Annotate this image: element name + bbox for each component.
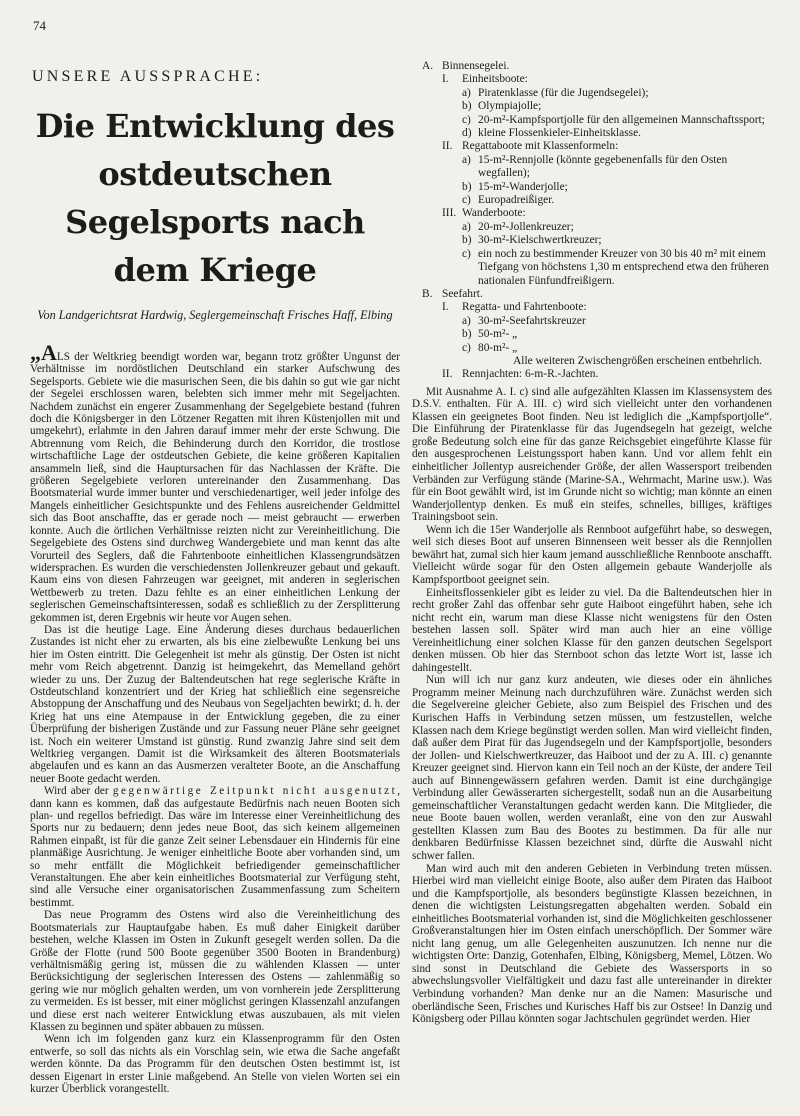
outline-marker: a) bbox=[462, 220, 471, 233]
body-paragraph bbox=[30, 340, 400, 624]
outline-item bbox=[462, 154, 772, 181]
drop-cap: „A bbox=[30, 340, 57, 365]
left-column bbox=[30, 60, 400, 1095]
paragraph-text: LS der Weltkrieg beendigt worden war, begann trotz größter Ungunst der Verhältnisse im nordöstlichen Deutschland ein starker Aufschwung des Segelsports. Gebiete wie die masurischen Seen, die bis dahin so gut wie gar nicht der Segelei erschlossen waren, belebten sich immer mehr mit Segeljachten. Nachdem zunächst ein engerer Zusammenhang der Segelgebiete bestand (fuhren doch die Königsberger in den Lötzener Regatten mit ihren Küstenjollen mit und umgekehrt), erlahmte in den Jahren darauf immer mehr der erste Schwung. Die Abtrennung vom Reich, die Behinderung durch den Korridor, die trostlose wirtschaftliche Lage der ostdeutschen Gebiete, die keine größeren Kapitalien ansammeln ließ, sind die Hauptursachen für das Nachlassen der Kräfte. Die größeren Segelgebiete verloren untereinander den Zusammenhang. Das Bootsmaterial wurde immer bunter und verschiedenartiger, weil jeder infolge des Mangels einheitlicher Gesichtspunkte und des Fehlens ausreichender Geldmittel sich das Boot anschaffte, das er gerade noch — meist gebraucht — erwerben konnte. Auch die örtlichen Verhältnisse reizten nicht zur Vereinheitlichung. Die Segelgebiete des Ostens sind durchweg Wandergebiete und man kennt das alte Vorurteil des Seglers, daß die Fahrtenboote einheitlichen Klassengrundsätzen widersprachen. Es wurden die verschiedensten Jollenkreuzer gebaut und gekauft. Kaum eins von diesen Fahrzeugen war geeignet, mit anderen in seglerischen Wettbewerb zu treten. Dazu fehlte es an einer einheitlichen Lenkung der seglerischen Gemeinschaftsinteressen, sodaß es schließlich zu der Zersplitterung gekommen ist, deren Ergebnis wir heute vor Augen sehen. bbox=[30, 351, 400, 624]
outline-item bbox=[442, 73, 772, 86]
outline-item bbox=[442, 140, 772, 153]
outline-text: 50-m²- „ bbox=[478, 328, 518, 341]
right-body-text bbox=[412, 386, 772, 1026]
body-paragraph bbox=[30, 785, 400, 909]
paragraph-text: , dann kann es kommen, daß das aufgestaute Bedürfnis nach neuen Booten sich plan- und regellos befriedigt. Das wäre im Interesse einer Vereinheitlichung des Sports nur zu bedauern; denn jedes neue Boot, das sich keinem allgemeinen Rahmen einpaßt, ist für die ganze Zeit seiner Lebensdauer ein Hindernis für eine planmäßige Ausrichtung. Je weniger einheitliche Boote aber vorhanden sind, um so mehr entfällt die Möglichkeit befriedigender gemeinschaftlicher Veranstaltungen. Ehe aber kein einheitliches Bootsmaterial zur Verfügung steht, sind alle Versuche einer organisatorischen Zusammenfassung zum Scheitern bestimmt. bbox=[30, 785, 400, 909]
outline-text: 15-m²-Rennjolle (könnte gegebenenfalls für den Osten wegfallen); bbox=[478, 153, 728, 180]
outline-item bbox=[462, 194, 772, 207]
page-number: 74 bbox=[33, 18, 46, 33]
body-paragraph bbox=[30, 909, 400, 1033]
outline-text: ein noch zu bestimmender Kreuzer von 30 bis 40 m² mit einem Tiefgang von höchstens 1,30 m entsprechend etwa den früheren nationalen Fünfundfreißigern. bbox=[478, 247, 769, 287]
outline-marker: a) bbox=[462, 153, 471, 166]
outline-text: 20-m²-Kampfsportjolle für den allgemeinen Mannschaftssport; bbox=[478, 113, 765, 126]
outline-text: Seefahrt. bbox=[442, 287, 483, 300]
body-paragraph bbox=[30, 1033, 400, 1095]
outline-marker: B. bbox=[422, 287, 433, 300]
body-paragraph: Wenn ich die 15er Wanderjolle als Rennboot aufgeführt habe, so deswegen, weil sich dieses Boot auf unseren Binnenseen weit besser als die Rennjollen bewährt hat, zumal sich hier kaum jemand ausschließliche Rennboote anschafft. Vielleicht würde sogar für den Osten allgemein gebaute Wanderjolle als Kampfsportboot geeignet sein. bbox=[412, 523, 772, 586]
outline-item bbox=[462, 114, 772, 127]
outline-text: Europadreißiger. bbox=[478, 194, 555, 207]
outline-item bbox=[462, 328, 772, 341]
outline-text: Regatta- und Fahrtenboote: bbox=[462, 301, 587, 314]
outline-item bbox=[422, 288, 772, 301]
emphasized-phrase: gegenwärtige Zeitpunkt nicht ausgenutzt bbox=[112, 785, 398, 798]
right-column bbox=[412, 60, 772, 1026]
outline-text: Wanderboote: bbox=[462, 207, 526, 220]
outline-note: Alle weiteren Zwischengrößen erscheinen entbehrlich. bbox=[513, 354, 762, 367]
outline-text: Einheitsboote: bbox=[462, 73, 528, 86]
outline-item bbox=[422, 60, 772, 73]
outline-marker: b) bbox=[462, 234, 472, 247]
outline-marker: a) bbox=[462, 86, 471, 99]
outline-marker: c) bbox=[462, 113, 471, 126]
outline-marker: b) bbox=[462, 180, 472, 193]
paragraph-text: Wenn ich im folgenden ganz kurz ein Klassenprogramm für den Osten entwerfe, so soll das nichts als ein Vorschlag sein, wie etwa die Sache angefaßt werden könnte. Da das Programm für den deutschen Osten bestimmt ist, ist dessen Eigenart in erster Linie maßgebend. An Stelle von vielen Worten sei ein kurzer Überblick vorangestellt. bbox=[30, 1033, 400, 1095]
outline-marker: I. bbox=[442, 73, 449, 86]
outline-text: 80-m²- „ bbox=[478, 341, 518, 354]
outline-text: Olympiajolle; bbox=[478, 100, 542, 113]
outline-item bbox=[462, 248, 772, 288]
outline-item bbox=[462, 100, 772, 113]
outline-text: 30-m²-Kielschwertkreuzer; bbox=[478, 234, 602, 247]
body-paragraph: Mit Ausnahme A. I. c) sind alle aufgezählten Klassen im Klassensystem des D.S.V. enthalten. Für A. III. c) wird sich vielleicht unter den vorhandenen Klassen ein geeignetes Boot finden. Neu ist lediglich die „Kampfsportjolle“. Die Einführung der Piratenklasse für das Jugendsegeln hat gezeigt, welche große Bedeutung solch eine für das ganze Reichsgebiet eingeführte Klasse für den ausgesprochenen Leistungssport haben kann. Und vor allem fehlt ein einheitlicher Jollentyp ausreichender Größe, der allen Wassersport treibenden Verbänden zur Verfügung stände (Marine-SA., Wehrmacht, Marine usw.). Was für ein Boot gewählt wird, ist im Grunde nicht so wichtig; man könnte an einen Wanderjollentyp denken. Es muß ein steifes, schnelles, billiges, kräftiges Trainingsboot sein. bbox=[412, 385, 772, 524]
outline-text: 30-m²-Seefahrtskreuzer bbox=[478, 314, 586, 327]
outline-text: Regattaboote mit Klassenformeln: bbox=[462, 140, 619, 153]
author-byline: Von Landgerichtsrat Hardwig, Seglergemeinschaft Frisches Haff, Elbing bbox=[37, 308, 393, 322]
outline-marker: d) bbox=[462, 127, 472, 140]
outline-marker: a) bbox=[462, 314, 471, 327]
outline-text: 20-m²-Jollenkreuzer; bbox=[478, 220, 574, 233]
outline-item bbox=[462, 315, 772, 328]
outline-marker: I. bbox=[442, 301, 449, 314]
outline-item bbox=[442, 368, 772, 381]
outline-item bbox=[462, 127, 772, 140]
class-outline bbox=[412, 60, 772, 355]
outline-marker: b) bbox=[462, 100, 472, 113]
outline-text: Rennjachten: 6-m-R.-Jachten. bbox=[462, 368, 599, 381]
outline-marker: b) bbox=[462, 328, 472, 341]
outline-marker: A. bbox=[422, 60, 434, 72]
body-paragraph: Nun will ich nur ganz kurz andeuten, wie dieses oder ein ähnliches Programm meiner Meinung nach durchzuführen wäre. Zunächst werden sich die Segelvereine gleicher Gebiete, also zum Beispiel des Frischen und des Kurischen Haffs in Verbindung setzen müssen, um festzustellen, welche Klassen nach dem Kriege begünstigt werden sollen. Man wird vielleicht finden, daß außer dem Pirat für das Jugendsegeln und der Kampfsportjolle, besonders der Jollen- und Kielschwertkreuzer, das Haiboot und der zu A. III. c) genannte Kreuzer geeignet sind. Hiervon kann ein Teil noch an der Küste, der andere Teil auch auf Binnengewässern gefahren werden. Damit ist eine durchgängige Verbindung aller Gewässerarten sichergestellt, sodaß nun an die Ausarbeitung gemeinschaftlicher Veranstaltungen gedacht werden kann. Die Mitglieder, die neue Boote bauen wollen, werden veranlaßt, eine von den zur Auswahl gestellten Klassen zum Bau des Bootes zu bestimmen. Da für alle nur denkbaren Bedürfnisse Klassen bezeichnet sind, dürfte die Auswahl nicht schwer fallen. bbox=[412, 674, 772, 862]
paragraph-lead: Wird aber der bbox=[44, 785, 113, 798]
outline-item bbox=[462, 181, 772, 194]
paragraph-text: Das neue Programm des Ostens wird also die Vereinheitlichung des Bootsmaterials zur Hauptaufgabe haben. Es muß daher Einigkeit darüber bestehen, welche Klassen im Osten in Zukunft gesegelt werden sollen. Da die Größe der Flotte (rund 500 Boote gegenüber 3500 Booten in Brandenburg) verhältnismäßig gering ist, müssen die zu wählenden Klassen — unter Berücksichtigung der seglerischen Interessen des Ostens — zahlenmäßig so gering wie nur möglich gehalten werden, um von vornherein jede Zersplitterung zu vermeiden. Es ist besser, mit einer möglichst geringen Klassenzahl anzufangen und diese erst nach weiterer Entwicklung etwas auszubauen, als mit vielen Klassen zu beginnen und später abbauen zu müssen. bbox=[30, 909, 400, 1033]
outline-item bbox=[462, 234, 772, 247]
outline-marker: c) bbox=[462, 194, 471, 207]
left-body-text bbox=[30, 340, 400, 1095]
outline-marker: II. bbox=[442, 140, 453, 153]
outline-marker: II. bbox=[442, 368, 453, 381]
outline-text: 15-m²-Wanderjolle; bbox=[478, 180, 568, 193]
body-paragraph: Einheitsflossenkieler gibt es leider zu viel. Da die Baltendeutschen hier in recht großer Zahl das offenbar sehr gute Haiboot eingeführt haben, sehe ich nicht recht ein, warum man diese Klasse nicht wenigstens für den Osten bestehen lassen soll. Später wird man auch hier an eine völlige Vereinheitlichung einer solchen Klasse für den ganzen deutschen Segelsport denken müssen. Ob hier das Sternboot schon das letzte Wort ist, lasse ich dahingestellt. bbox=[412, 586, 772, 674]
outline-marker: III. bbox=[442, 207, 457, 220]
outline-marker: c) bbox=[462, 247, 471, 260]
section-kicker: UNSERE AUSSPRACHE: bbox=[32, 68, 264, 85]
body-paragraph: Man wird auch mit den anderen Gebieten in Verbindung treten müssen. Hierbei wird man vielleicht einige Boote, also außer dem Piraten das Haiboot und die Kampfsportjolle, als besonders begünstigte Klassen bezeichnen, in denen die wichtigsten Leistungsregatten abgehalten werden. Sobald ein einheitliches Bootsmaterial vorhanden ist, sind die Möglichkeiten geschlossener Großveranstaltungen hier im Osten einfach unerschöpflich. Der Sommer wäre nicht lang genug, um alle Gelegenheiten auszunutzen. Ich nenne nur die wichtigsten Orte: Danzig, Gotenhafen, Elbing, Königsberg, Memel, Lötzen. Wo sind sonst in Deutschland die Gebiete des Wassersports in so abwechslungsvoller Vielfältigkeit und dazu fast alle untereinander in direkter Verbindung vorhanden? Man denke nur an die Namen: Masurische und oberländische Seen, Frisches und Kurisches Haff bis zur Ostsee! In Danzig und Königsberg oder Pillau könnten sogar Jachtschulen gegründet werden. Hier bbox=[412, 862, 772, 1026]
outline-item bbox=[462, 221, 772, 234]
outline-item bbox=[462, 342, 772, 355]
outline-item bbox=[442, 301, 772, 314]
outline-text: kleine Flossenkieler-Einheitsklasse. bbox=[478, 127, 642, 140]
body-paragraph bbox=[30, 624, 400, 785]
outline-text: Piratenklasse (für die Jugendsegelei); bbox=[478, 86, 649, 99]
outline-item bbox=[462, 87, 772, 100]
outline-text: Binnensegelei. bbox=[442, 60, 510, 72]
outline-marker: c) bbox=[462, 341, 471, 354]
paragraph-text: Das ist die heutige Lage. Eine Änderung dieses durchaus bedauerlichen Zustandes ist nicht eher zu erwarten, als bis eine zielbewußte Lenkung bei uns hier im Osten eintritt. Die Gelegenheit ist mehr als günstig. Der Osten ist nicht mehr vom Reich abgetrennt. Danzig ist heimgekehrt, das Memelland gehört wieder zu uns. Der Zuzug der Baltendeutschen hat rege seglerische Kräfte in Ostdeutschland konzentriert und der Krieg hat schließlich eine segensreiche Abstoppung der Anschaffung und des Neubaus von Segeljachten bewirkt; d. h. der Krieg hat uns eine Atempause in der Entwicklung gegeben, die zu einer Überprüfung der bisherigen Zustände und zur Fassung neuer Pläne sehr geeignet ist. Noch ein weiterer Umstand ist günstig. Rund zwanzig Jahre sind seit dem Weltkrieg vergangen. Damit ist die Wirksamkeit des älteren Bootsmaterials abgelaufen und es kann an das Ausmerzen veralteter Boote, an die Anschaffung neuer Boote gedacht werden. bbox=[30, 623, 400, 785]
article-title bbox=[30, 102, 400, 294]
title-line-1: Die Entwicklung des ostdeutschen bbox=[35, 107, 395, 193]
title-line-2: Segelsports nach dem Kriege bbox=[65, 203, 365, 289]
outline-item bbox=[442, 207, 772, 220]
